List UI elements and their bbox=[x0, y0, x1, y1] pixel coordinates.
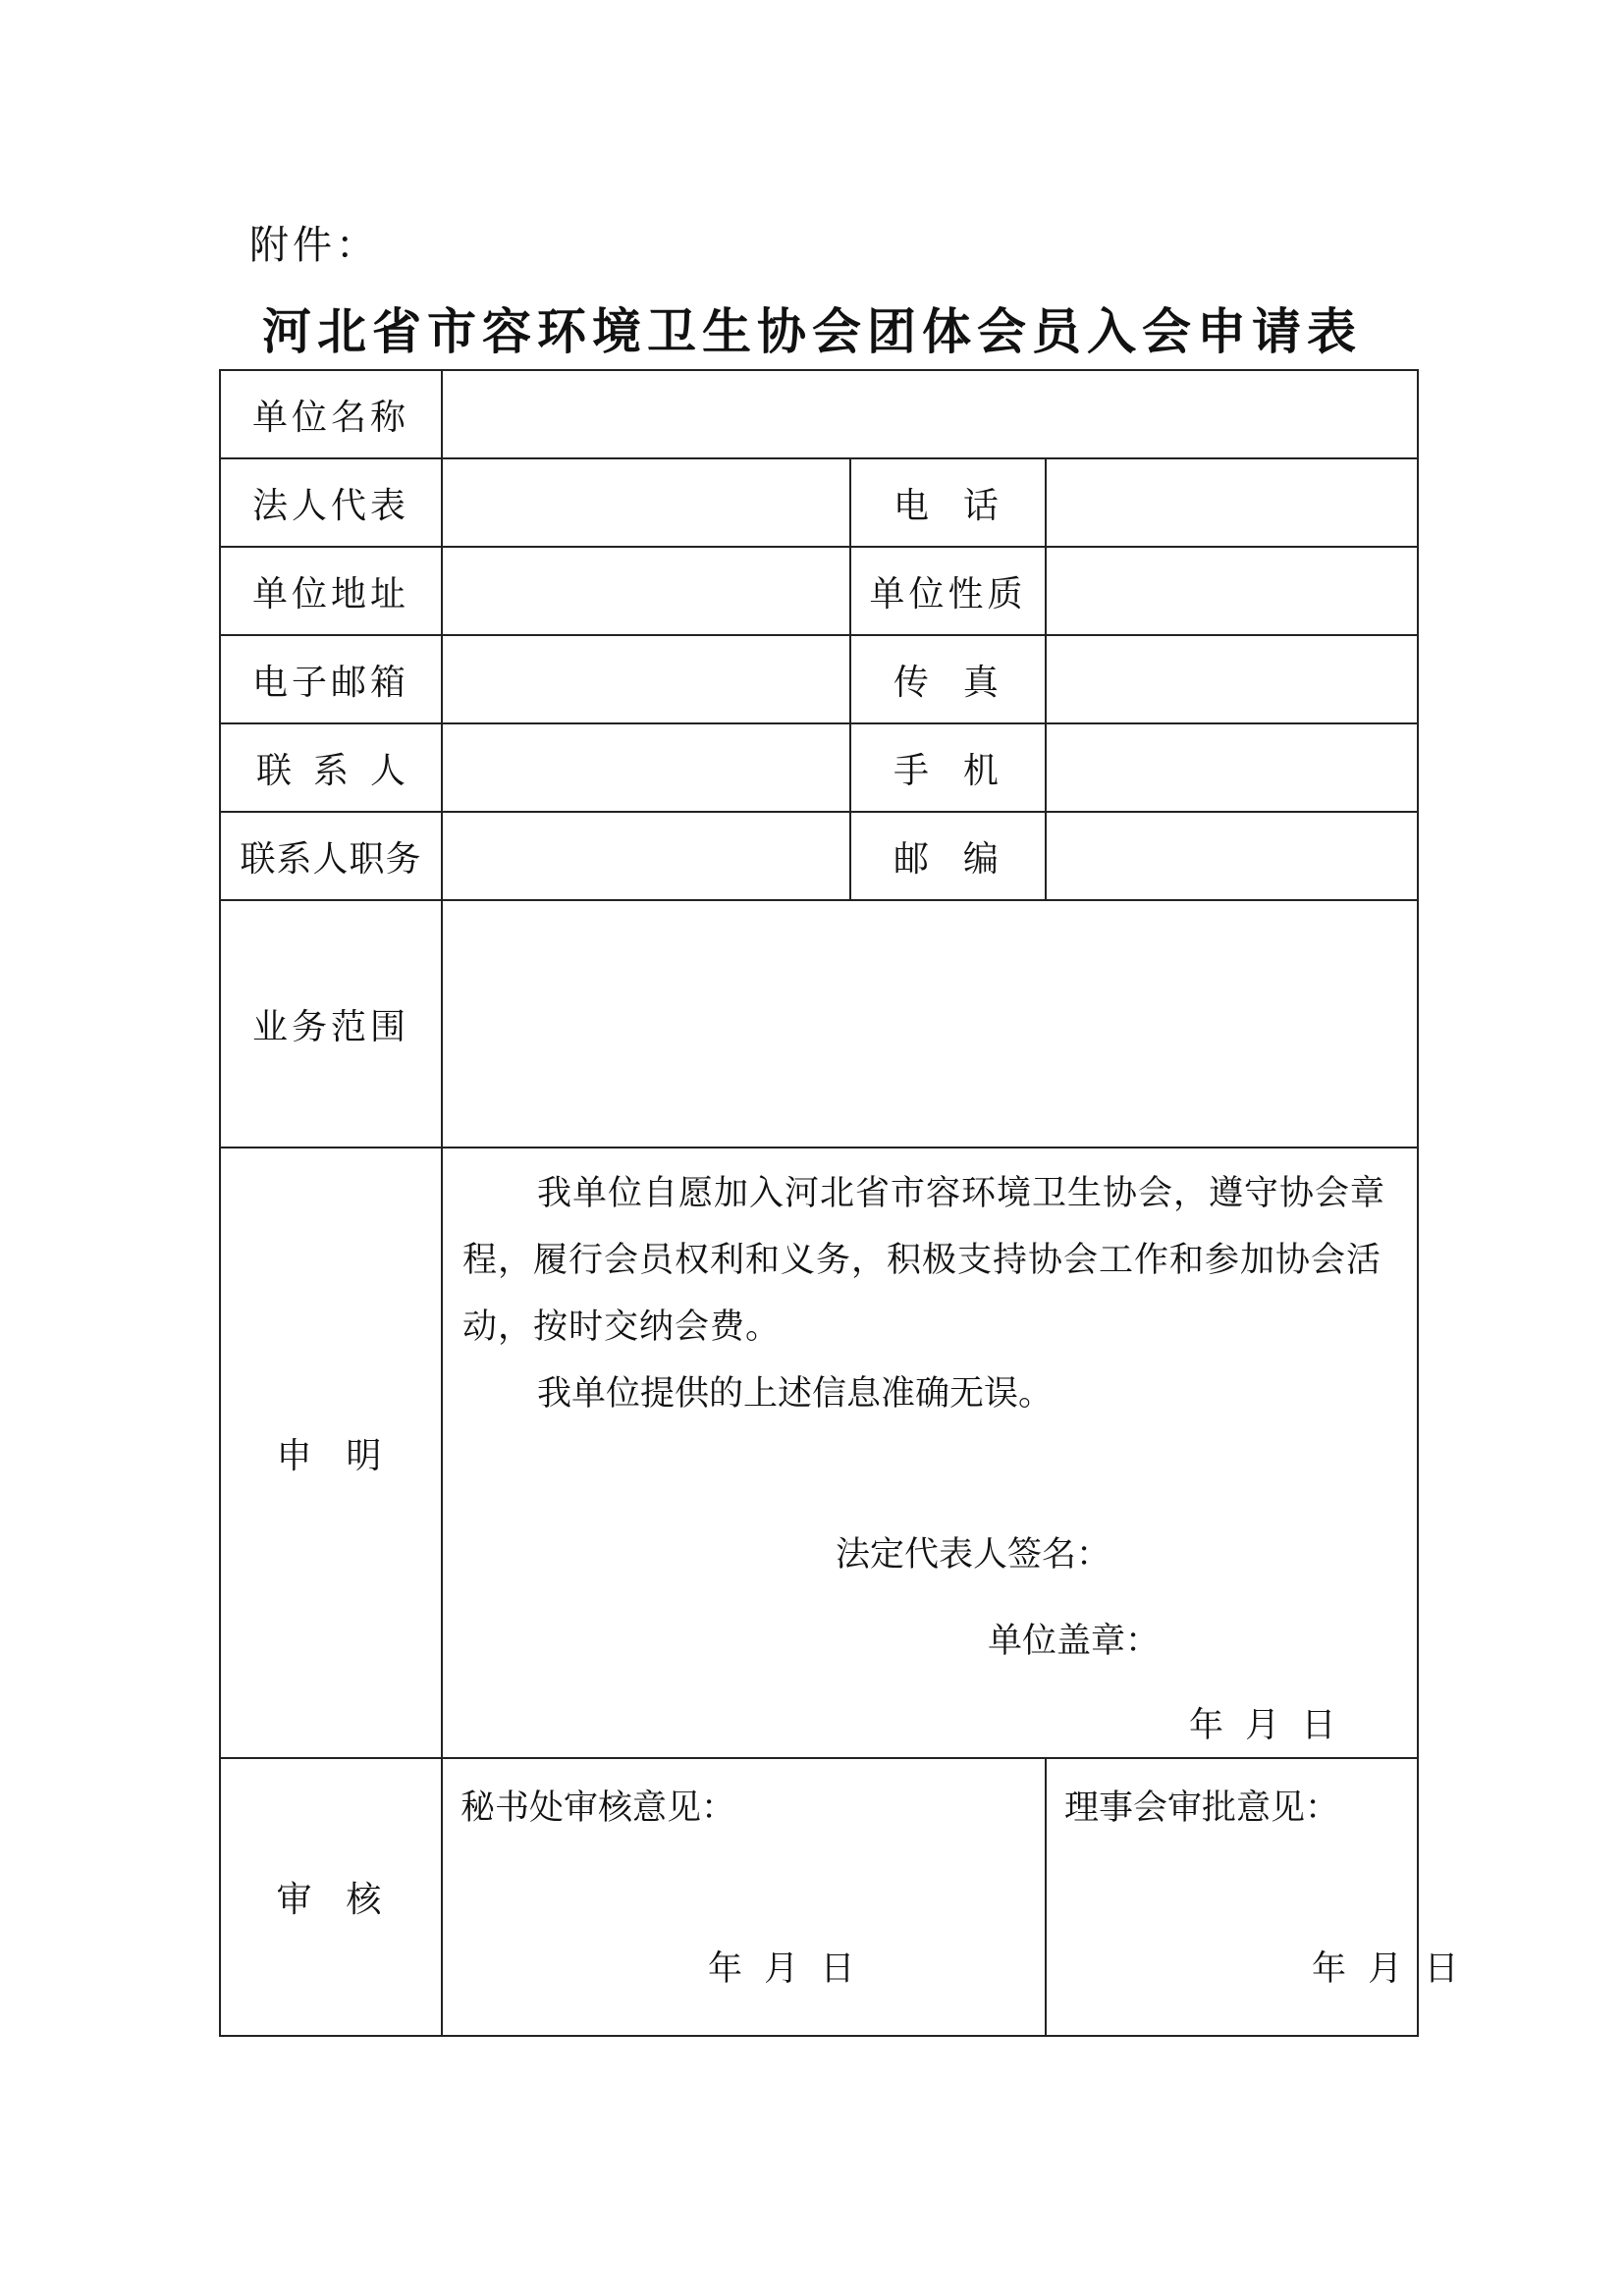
secretariat-opinion-label: 秘书处审核意见： bbox=[460, 1789, 736, 1828]
phone-label: 电 话 bbox=[850, 458, 1046, 547]
row-email bbox=[220, 635, 1418, 723]
row-contact bbox=[220, 723, 1418, 812]
contact-title-label: 联系人职务 bbox=[220, 812, 442, 900]
legal-rep-label: 法人代表 bbox=[220, 458, 442, 547]
postcode-field[interactable] bbox=[1046, 812, 1418, 900]
unit-address-label: 单位地址 bbox=[220, 547, 442, 635]
unit-nature-field[interactable] bbox=[1046, 547, 1418, 635]
email-field[interactable] bbox=[442, 635, 850, 723]
declaration-cell bbox=[442, 1148, 1418, 1758]
legal-rep-field[interactable] bbox=[442, 458, 850, 547]
unit-name-field[interactable] bbox=[442, 370, 1418, 458]
row-business-scope bbox=[220, 900, 1418, 1148]
council-date: 年 月 日 bbox=[1312, 1949, 1459, 1989]
unit-nature-label: 单位性质 bbox=[850, 547, 1046, 635]
application-form-table bbox=[219, 369, 1459, 2037]
row-legal-rep bbox=[220, 458, 1418, 547]
contact-label: 联系人 bbox=[220, 723, 442, 812]
email-label: 电子邮箱 bbox=[220, 635, 442, 723]
unit-address-field[interactable] bbox=[442, 547, 850, 635]
row-unit-name bbox=[220, 370, 1418, 458]
contact-title-field[interactable] bbox=[442, 812, 850, 900]
phone-field[interactable] bbox=[1046, 458, 1418, 547]
council-opinion-cell[interactable] bbox=[1046, 1758, 1459, 2036]
secretariat-opinion-cell[interactable] bbox=[442, 1758, 1046, 2036]
secretariat-date: 年 月 日 bbox=[708, 1949, 855, 1989]
fax-label: 传 真 bbox=[850, 635, 1046, 723]
declaration-paragraph-2: 我单位提供的上述信息准确无误。 bbox=[537, 1374, 1054, 1414]
postcode-label: 邮 编 bbox=[850, 812, 1046, 900]
attachment-label: 附件： bbox=[249, 223, 379, 268]
business-scope-label: 业务范围 bbox=[220, 900, 442, 1148]
unit-name-label: 单位名称 bbox=[220, 370, 442, 458]
row-declaration bbox=[220, 1148, 1418, 1758]
review-label: 审 核 bbox=[220, 1758, 442, 2036]
row-contact-title bbox=[220, 812, 1418, 900]
unit-seal-label: 单位盖章： bbox=[988, 1622, 1161, 1661]
declaration-label: 申 明 bbox=[220, 1148, 442, 1758]
row-review bbox=[220, 1758, 1418, 2036]
form-title: 河北省市容环境卫生协会团体会员入会申请表 bbox=[262, 302, 1362, 360]
legal-signature-label: 法定代表人签名： bbox=[836, 1535, 1111, 1575]
mobile-label: 手 机 bbox=[850, 723, 1046, 812]
business-scope-field[interactable] bbox=[442, 900, 1418, 1148]
mobile-field[interactable] bbox=[1046, 723, 1418, 812]
council-opinion-label: 理事会审批意见： bbox=[1064, 1789, 1340, 1828]
fax-field[interactable] bbox=[1046, 635, 1418, 723]
row-unit-address bbox=[220, 547, 1418, 635]
declaration-paragraph-1: 我单位自愿加入河北省市容环境卫生协会，遵守协会章程，履行会员权利和义务，积极支持协会工作和参加协会活动，按时交纳会费。 bbox=[462, 1174, 1386, 1347]
declaration-date: 年 月 日 bbox=[1189, 1706, 1336, 1745]
contact-field[interactable] bbox=[442, 723, 850, 812]
